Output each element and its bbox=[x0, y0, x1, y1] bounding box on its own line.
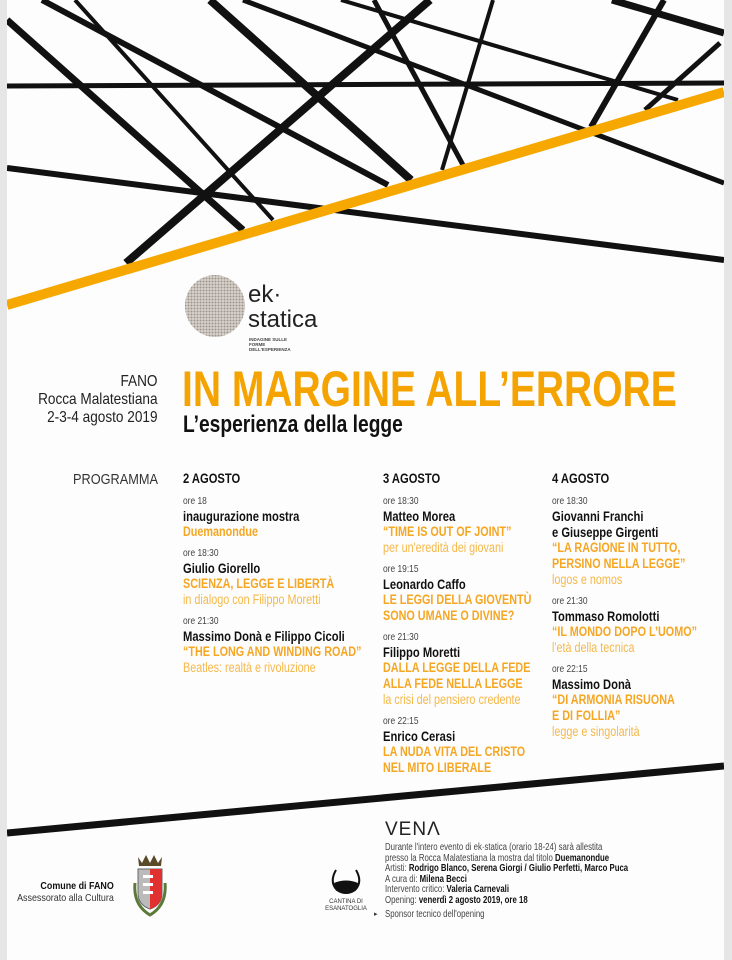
sponsor-note: Sponsor tecnico dell'opening bbox=[385, 909, 485, 920]
event-time: ore 19:15 bbox=[383, 563, 419, 575]
opening: venerdì 2 agosto 2019, ore 18 bbox=[418, 894, 528, 906]
event-talk-title: DALLA LEGGE DELLA FEDE bbox=[383, 660, 531, 675]
arrow-icon: ▸ bbox=[374, 911, 378, 918]
dotted-sphere-icon bbox=[184, 274, 246, 338]
event-time: ore 21:30 bbox=[383, 631, 419, 643]
event-speaker: Massimo Donà e Filippo Cicoli bbox=[183, 628, 345, 644]
event-speaker: inaugurazione mostra bbox=[183, 508, 300, 524]
program-day-column bbox=[183, 470, 361, 682]
event-time: ore 18:30 bbox=[383, 495, 419, 507]
comune-info bbox=[17, 880, 114, 904]
dates: 2-3-4 agosto 2019 bbox=[47, 409, 158, 426]
logo-text-ek: ek· bbox=[248, 281, 282, 308]
program-event bbox=[183, 614, 361, 676]
fano-coat-of-arms-icon bbox=[130, 853, 170, 919]
program-label: PROGRAMMA bbox=[72, 471, 158, 488]
location-info bbox=[39, 373, 158, 427]
curator: Milena Becci bbox=[419, 873, 467, 885]
event-talk-title: SCIENZA, LEGGE E LIBERTÀ bbox=[183, 576, 335, 591]
program-event bbox=[383, 494, 531, 556]
event-talk-title: SONO UMANE O DIVINE? bbox=[383, 608, 515, 623]
program-event bbox=[183, 546, 361, 608]
event-time: ore 18:30 bbox=[183, 547, 219, 559]
event-talk-title: “LA RAGIONE IN TUTTO, bbox=[552, 540, 681, 555]
event-time: ore 18 bbox=[183, 495, 207, 507]
event-speaker: Giulio Giorello bbox=[183, 560, 261, 576]
exhibition-note bbox=[385, 843, 628, 907]
exhibit-line1: Durante l'intero evento di ek·statica (orario 18-24) sarà allestita bbox=[385, 842, 603, 853]
cantina-line1: CANTINA DI bbox=[329, 899, 363, 905]
event-time: ore 21:30 bbox=[552, 595, 588, 607]
comune-name: Comune di FANO bbox=[40, 880, 115, 892]
event-talk-title: “THE LONG AND WINDING ROAD” bbox=[183, 644, 362, 659]
program-event bbox=[552, 662, 697, 740]
event-time: ore 22:15 bbox=[383, 715, 419, 727]
exhibit-title: Duemanondue bbox=[554, 852, 610, 864]
day-heading: 3 AGOSTO bbox=[383, 470, 441, 486]
program-event bbox=[383, 630, 531, 708]
event-subtitle: la crisi del pensiero credente bbox=[383, 692, 521, 707]
poster bbox=[7, 0, 724, 960]
event-talk-title: PERSINO NELLA LEGGE” bbox=[552, 556, 686, 571]
event-time: ore 21:30 bbox=[183, 615, 219, 627]
event-talk-title: ALLA FEDE NELLA LEGGE bbox=[383, 676, 523, 691]
page-subtitle: L’esperienza della legge bbox=[183, 411, 403, 438]
day-heading: 2 AGOSTO bbox=[183, 470, 241, 486]
event-speaker: Matteo Morea bbox=[383, 508, 456, 524]
cantina-line2: ESANATOGLIA bbox=[325, 906, 367, 912]
cantina-logo-icon bbox=[329, 868, 363, 896]
program-event bbox=[183, 494, 361, 540]
assessorato: Assessorato alla Cultura bbox=[17, 892, 114, 904]
vena-logo: VENΛ bbox=[385, 819, 441, 840]
event-time: ore 18:30 bbox=[552, 495, 588, 507]
program-event bbox=[383, 562, 531, 624]
event-subtitle: in dialogo con Filippo Moretti bbox=[183, 592, 321, 607]
critic: Valeria Carnevali bbox=[446, 884, 510, 896]
artists-label: Artisti: bbox=[385, 863, 409, 875]
event-subtitle: logos e nomos bbox=[552, 572, 623, 587]
page-title: IN MARGINE ALL’ERRORE bbox=[182, 361, 677, 417]
program-event bbox=[383, 714, 531, 776]
opening-label: Opening: bbox=[385, 894, 419, 906]
event-speaker: Leonardo Caffo bbox=[383, 576, 466, 592]
city: FANO bbox=[120, 373, 158, 390]
program-event bbox=[552, 494, 697, 588]
event-subtitle: legge e singolarità bbox=[552, 724, 640, 739]
event-talk-title: NEL MITO LIBERALE bbox=[383, 760, 492, 775]
exhibit-line2: presso la Rocca Malatestiana la mostra dal titolo bbox=[385, 852, 555, 864]
event-speaker: Tommaso Romolotti bbox=[552, 608, 660, 624]
critic-label: Intervento critico: bbox=[385, 884, 447, 896]
venue: Rocca Malatestiana bbox=[38, 391, 158, 408]
event-talk-title: “TIME IS OUT OF JOINT” bbox=[383, 524, 512, 539]
event-talk-title: “DI ARMONIA RISUONA bbox=[552, 692, 675, 707]
event-talk-title: E DI FOLLIA” bbox=[552, 708, 621, 723]
event-talk-title: LE LEGGI DELLA GIOVENTÙ bbox=[383, 592, 532, 607]
logo-text-statica: statica bbox=[248, 306, 318, 333]
event-subtitle: l'età della tecnica bbox=[552, 640, 635, 655]
logo-tagline: INDAGINE SULLE FORME DELL'ESPERIENZA bbox=[249, 337, 291, 352]
day-heading: 4 AGOSTO bbox=[552, 470, 610, 486]
event-speaker: Enrico Cerasi bbox=[383, 728, 456, 744]
curator-label: A cura di: bbox=[385, 873, 420, 885]
event-talk-title: “IL MONDO DOPO L’UOMO” bbox=[552, 624, 698, 639]
program-day-column bbox=[383, 470, 531, 782]
event-talk-title: Duemanondue bbox=[183, 524, 259, 539]
program-event bbox=[552, 594, 697, 656]
event-talk-title: LA NUDA VITA DEL CRISTO bbox=[383, 744, 526, 759]
artists: Rodrigo Blanco, Serena Giorgi / Giulio Perfetti, Marco Puca bbox=[408, 863, 629, 875]
event-subtitle: Beatles: realtà e rivoluzione bbox=[183, 660, 316, 675]
event-speaker: Giovanni Franchi e Giuseppe Girgenti bbox=[552, 508, 659, 540]
event-time: ore 22:15 bbox=[552, 663, 588, 675]
event-subtitle: per un'eredità dei giovani bbox=[383, 540, 504, 555]
event-speaker: Filippo Moretti bbox=[383, 644, 461, 660]
event-speaker: Massimo Donà bbox=[552, 676, 632, 692]
program-day-column bbox=[552, 470, 697, 746]
cantina-name bbox=[323, 899, 369, 913]
